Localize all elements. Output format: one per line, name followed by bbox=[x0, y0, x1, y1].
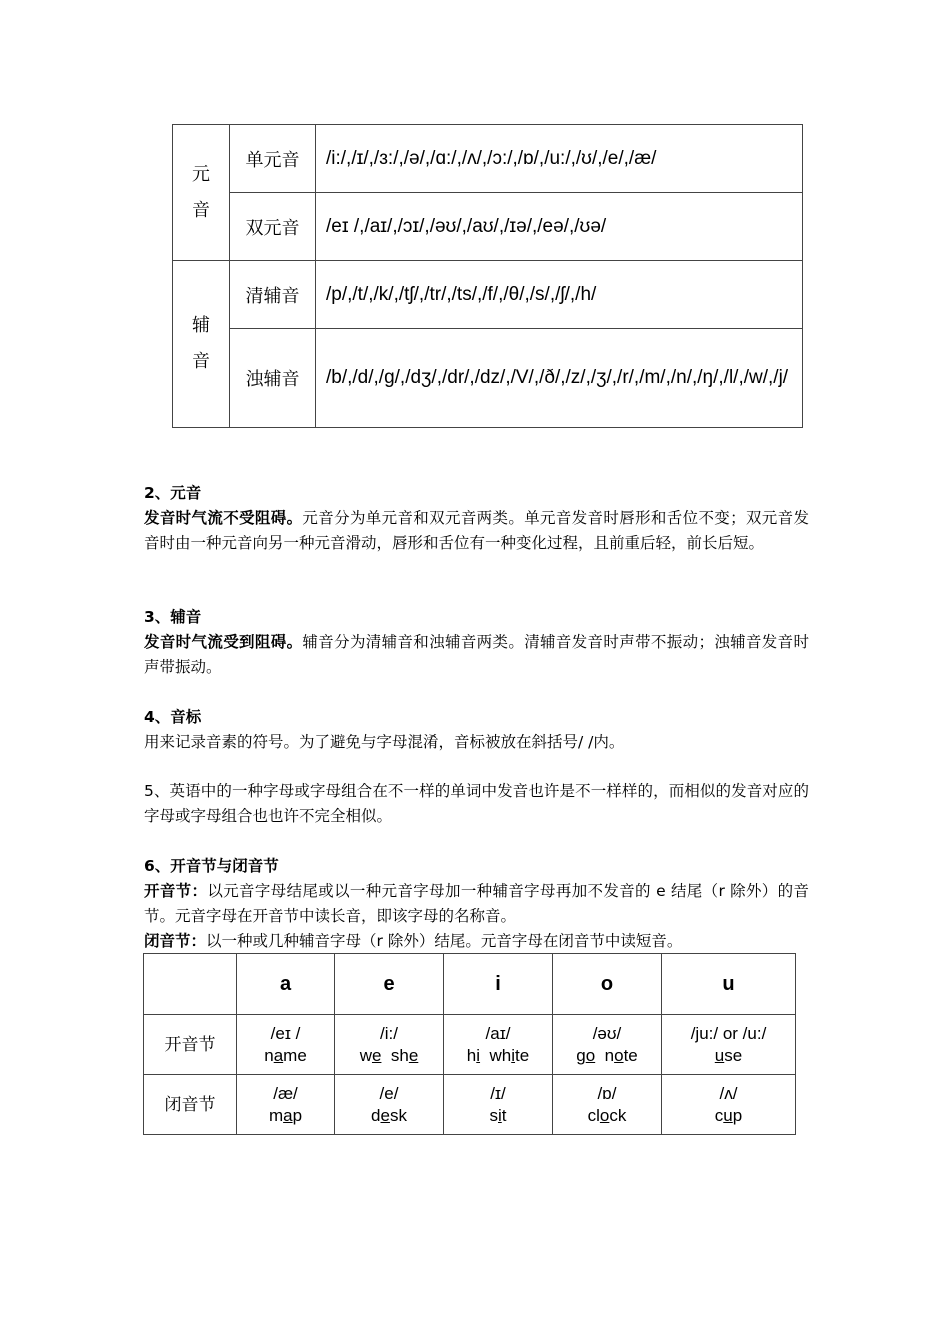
key-phrase: 发音时气流不受阻碍。 bbox=[144, 509, 303, 527]
closed-cell-i bbox=[444, 1075, 553, 1135]
ipa-symbol: /eɪ / bbox=[270, 1023, 301, 1043]
section-heading: 6、开音节与闭音节 bbox=[144, 857, 279, 875]
example-word: name bbox=[264, 1045, 307, 1065]
ipa-symbol: /aɪ/ bbox=[485, 1023, 511, 1043]
body-text: 元音分为单元音和双元音两类。单元音发音时唇形和舌位不变；双元音发音时由一种元音向另一种元音滑动，唇形和舌位有一种变化过程，且前重后轻，前长后短。 bbox=[144, 509, 809, 552]
closed-cell-u bbox=[662, 1075, 796, 1135]
ipa-symbol: /ɒ/ bbox=[597, 1083, 617, 1103]
open-cell-o bbox=[553, 1015, 662, 1075]
open-syllable-label: 开音节： bbox=[144, 882, 208, 900]
voiceless-consonant-list: /p/,/t/,/k/,/tʃ/,/tr/,/ts/,/f/,/θ/,/s/,/ʃ/,/h/ bbox=[316, 261, 803, 329]
key-phrase: 发音时气流受到阻碍。 bbox=[144, 633, 303, 651]
ipa-symbol: /əʊ/ bbox=[592, 1023, 622, 1043]
column-header-a: a bbox=[237, 954, 335, 1015]
column-header-e: e bbox=[335, 954, 444, 1015]
column-header-u: u bbox=[662, 954, 796, 1015]
closed-cell-o bbox=[553, 1075, 662, 1135]
open-syllable-text: 以元音字母结尾或以一种元音字母加一种辅音字母再加不发音的 e 结尾（r 除外）的音节。元音字母在开音节中读长音，即该字母的名称音。 bbox=[144, 882, 809, 925]
body-text: 5、英语中的一种字母或字母组合在不一样的单词中发音也许是不一样样的，而相似的发音对应的字母或字母组合也也许不完全相似。 bbox=[144, 782, 809, 825]
column-header-o: o bbox=[553, 954, 662, 1015]
example-word: sit bbox=[489, 1105, 507, 1125]
ipa-symbol: /e/ bbox=[379, 1083, 399, 1103]
open-syllable-row bbox=[144, 1015, 796, 1075]
open-cell-u bbox=[662, 1015, 796, 1075]
section-consonants bbox=[144, 605, 809, 680]
vowel-category-label: 元 音 bbox=[192, 163, 210, 221]
example-word: clock bbox=[587, 1105, 627, 1125]
closed-cell-e bbox=[335, 1075, 444, 1135]
row-label-diphthong: 双元音 bbox=[230, 193, 316, 261]
section-phonetic-symbols bbox=[144, 705, 809, 755]
section-letter-pronunciation bbox=[144, 779, 809, 829]
closed-cell-a bbox=[237, 1075, 335, 1135]
table-corner bbox=[144, 954, 237, 1015]
syllable-table bbox=[143, 953, 796, 1135]
section-heading: 3、辅音 bbox=[144, 608, 202, 626]
row-label-closed-syllable: 闭音节 bbox=[144, 1075, 237, 1135]
ipa-symbol: /ju:/ or /u:/ bbox=[690, 1023, 767, 1043]
example-word: we she bbox=[359, 1045, 419, 1065]
vowel-category bbox=[173, 125, 230, 261]
example-word: use bbox=[714, 1045, 743, 1065]
section-heading: 2、元音 bbox=[144, 484, 202, 502]
body-text: 辅音分为清辅音和浊辅音两类。清辅音发音时声带不振动；浊辅音发音时声带振动。 bbox=[144, 633, 809, 676]
open-cell-i bbox=[444, 1015, 553, 1075]
closed-syllable-row bbox=[144, 1075, 796, 1135]
open-cell-a bbox=[237, 1015, 335, 1075]
open-cell-e bbox=[335, 1015, 444, 1075]
section-syllables bbox=[144, 854, 809, 954]
ipa-symbol: /i:/ bbox=[380, 1023, 398, 1043]
example-word: cup bbox=[714, 1105, 743, 1125]
ipa-symbol: /æ/ bbox=[273, 1083, 298, 1103]
phoneme-table bbox=[172, 124, 803, 428]
row-label-voiced: 浊辅音 bbox=[230, 329, 316, 428]
example-word: go note bbox=[576, 1045, 638, 1065]
example-word: map bbox=[268, 1105, 303, 1125]
row-label-voiceless: 清辅音 bbox=[230, 261, 316, 329]
section-body bbox=[144, 506, 809, 556]
body-text: 用来记录音素的符号。为了避免与字母混淆，音标被放在斜括号/ /内。 bbox=[144, 733, 625, 751]
example-word: desk bbox=[371, 1105, 407, 1125]
consonant-category bbox=[173, 261, 230, 428]
open-syllable-definition bbox=[144, 879, 809, 929]
row-label-monophthong: 单元音 bbox=[230, 125, 316, 193]
ipa-symbol: /ɪ/ bbox=[490, 1083, 506, 1103]
diphthong-list: /eɪ /,/aɪ/,/ɔɪ/,/əʊ/,/aʊ/,/ɪə/,/eə/,/ʊə/ bbox=[316, 193, 803, 261]
row-label-open-syllable: 开音节 bbox=[144, 1015, 237, 1075]
example-word: hi white bbox=[466, 1045, 530, 1065]
section-vowels bbox=[144, 481, 809, 556]
consonant-category-label: 辅 音 bbox=[192, 315, 210, 372]
closed-syllable-definition bbox=[144, 929, 809, 954]
ipa-symbol: /ʌ/ bbox=[719, 1083, 738, 1103]
closed-syllable-label: 闭音节： bbox=[144, 932, 207, 950]
section-body bbox=[144, 630, 809, 680]
column-header-i: i bbox=[444, 954, 553, 1015]
section-heading: 4、音标 bbox=[144, 708, 202, 726]
closed-syllable-text: 以一种或几种辅音字母（r 除外）结尾。元音字母在闭音节中读短音。 bbox=[206, 932, 683, 950]
monophthong-list: /i:/,/ɪ/,/ɜ:/,/ə/,/ɑ:/,/ʌ/,/ɔ:/,/ɒ/,/u:/,/ʊ/,/e/,/æ/ bbox=[316, 125, 803, 193]
voiced-consonant-list: /b/,/d/,/g/,/dʒ/,/dr/,/dz/,/V/,/ð/,/z/,/ʒ/,/r/,/m/,/n/,/ŋ/,/l/,/w/,/j/ bbox=[316, 329, 803, 428]
